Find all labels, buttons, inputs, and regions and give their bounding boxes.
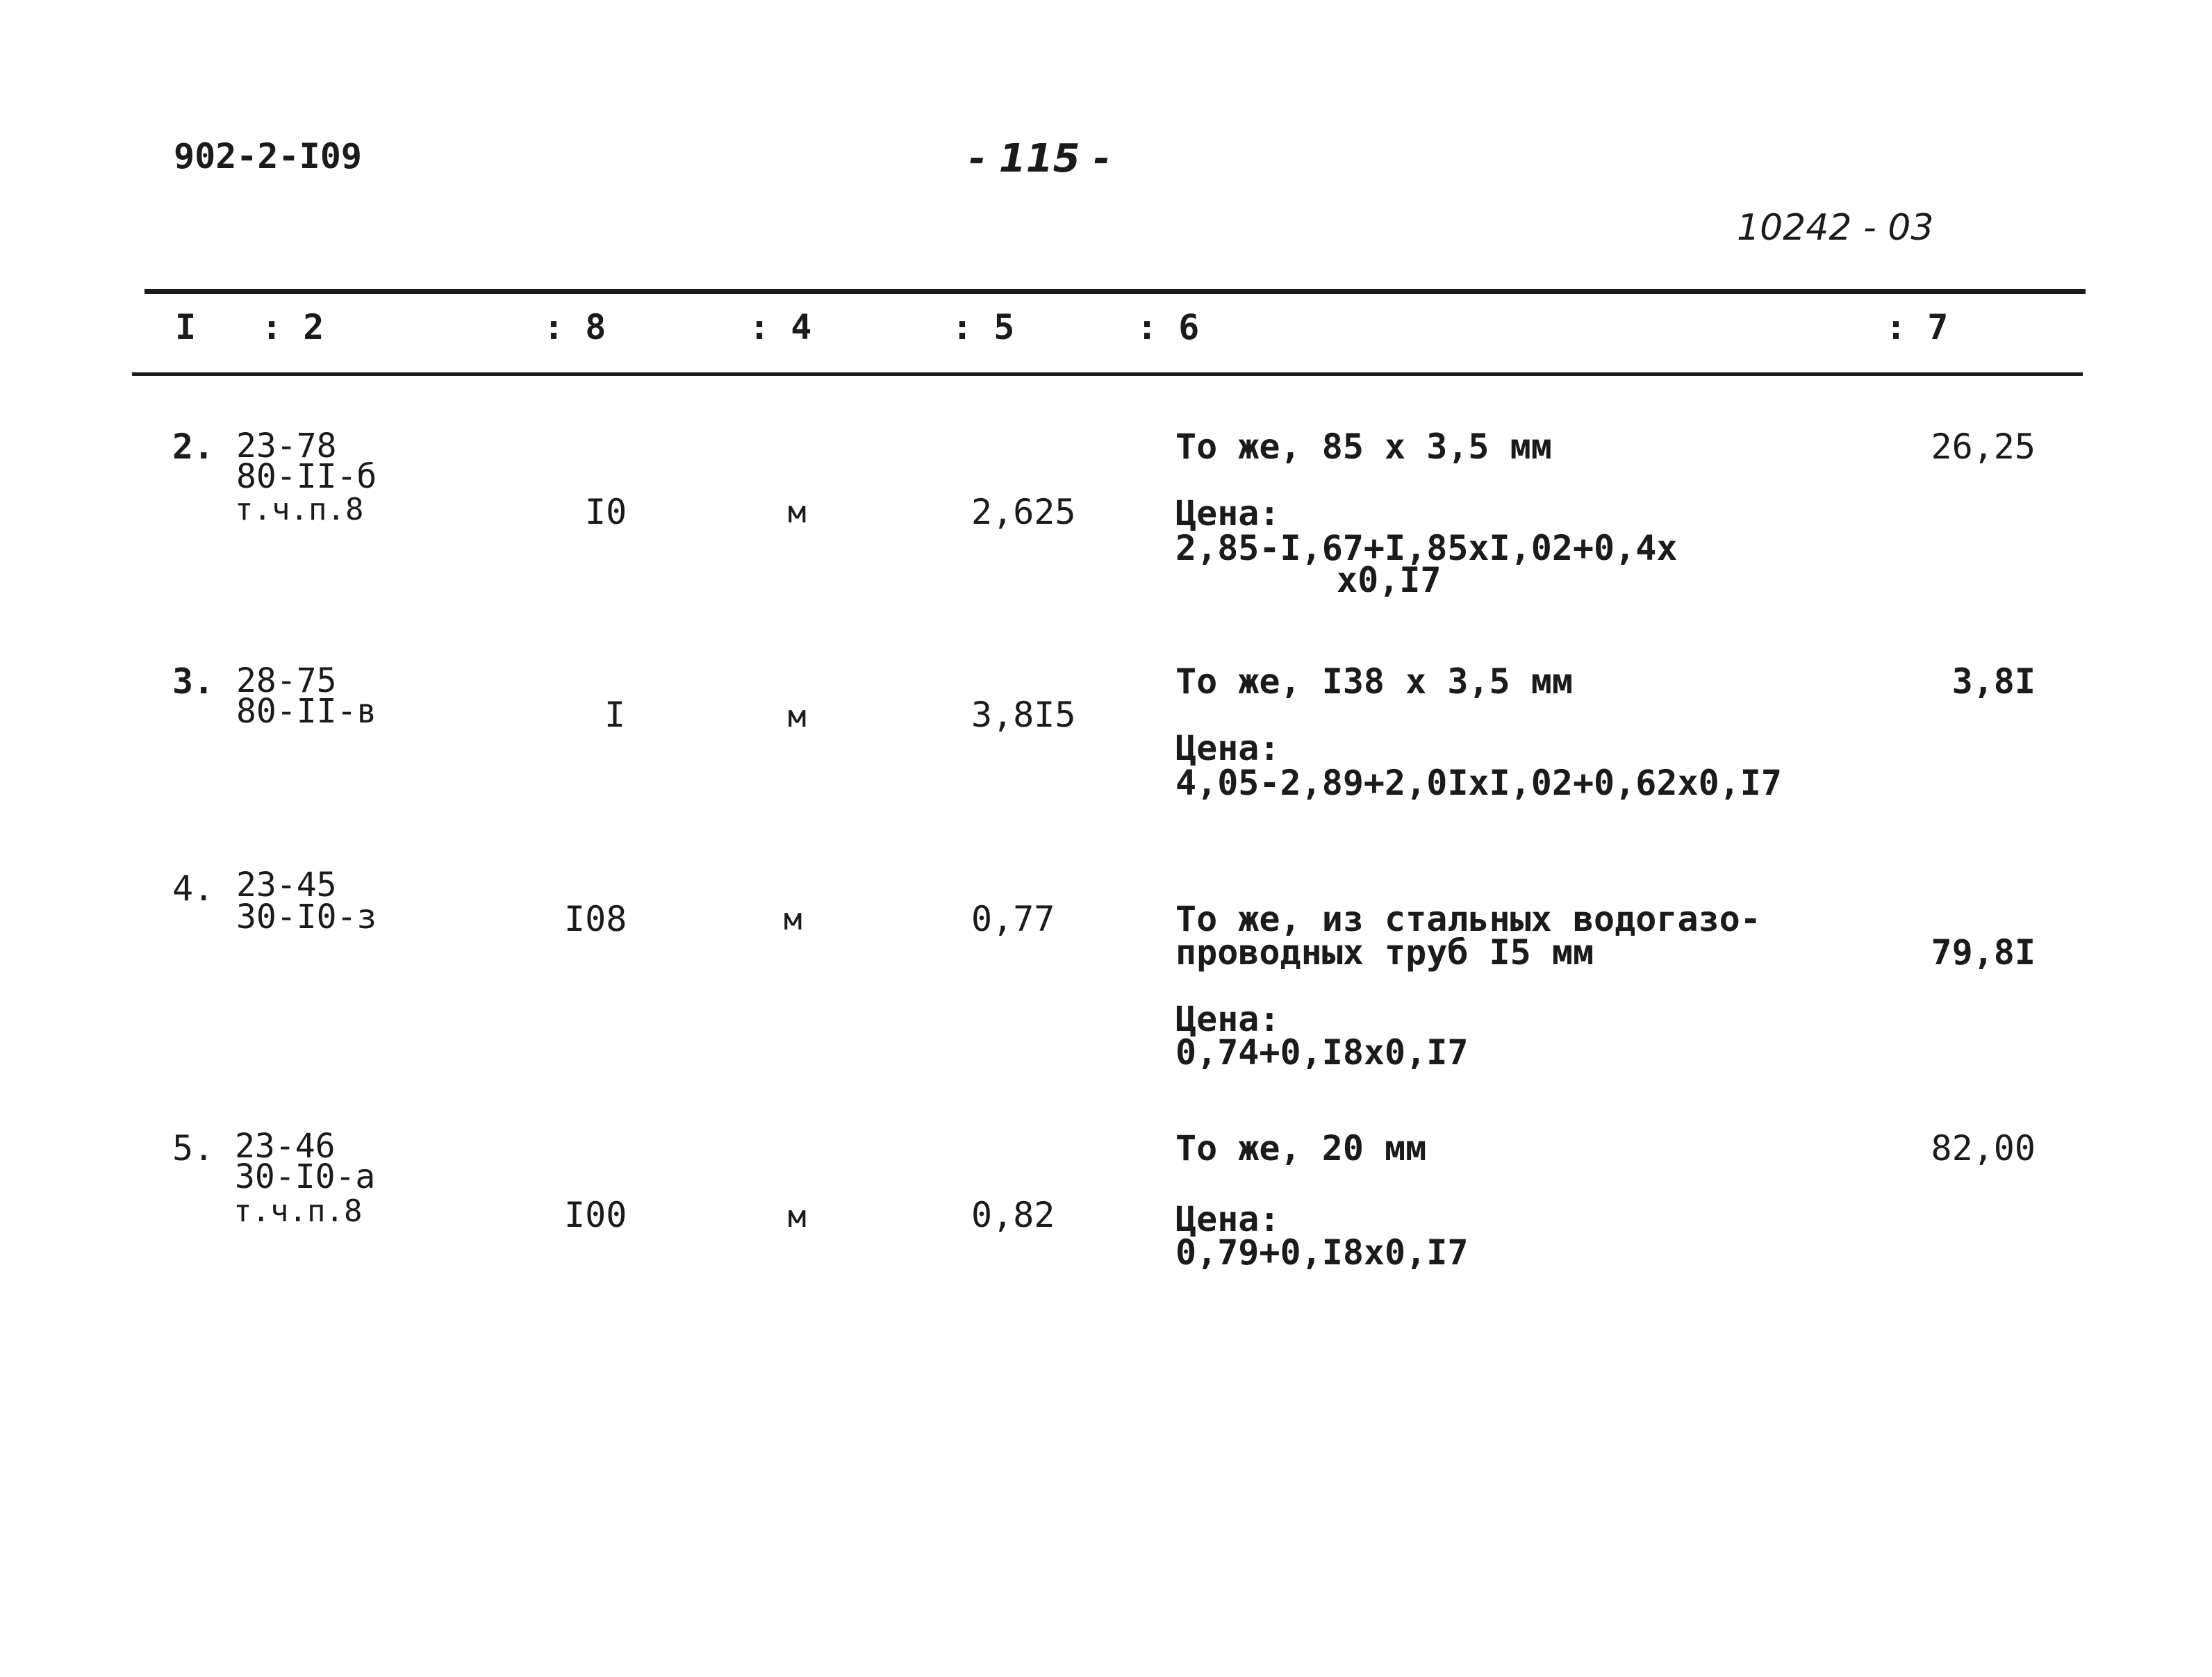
unit: м: [784, 902, 802, 937]
column-header-5: : 5: [952, 307, 1015, 347]
column-header-1: I: [175, 307, 197, 347]
price-formula: 4,05-2,89+2,0IxI,02+0,62x0,I7: [1175, 763, 1782, 803]
code-line: 23-45: [236, 866, 337, 904]
price-label: Цена:: [1175, 493, 1280, 534]
unit: м: [788, 495, 807, 530]
price-formula: x0,I7: [1337, 560, 1442, 600]
unit: м: [788, 1199, 807, 1234]
code-line: 23-46: [235, 1127, 336, 1166]
unit-price: 2,625: [971, 492, 1076, 532]
unit-price: 0,82: [971, 1195, 1055, 1235]
reference-number: 10242 - 03: [1737, 207, 1934, 249]
total: 26,25: [1931, 427, 2036, 467]
price-label: Цена:: [1175, 1199, 1280, 1239]
quantity: I0: [585, 492, 627, 532]
price-formula: 2,85-I,67+I,85xI,02+0,4x: [1175, 528, 1678, 568]
column-header-7: : 7: [1885, 307, 1949, 347]
code-line: 28-75: [236, 661, 337, 700]
code-line: 30-I0-а: [235, 1157, 376, 1196]
row-number: 5.: [172, 1128, 215, 1168]
unit-price: 3,8I5: [971, 695, 1076, 735]
column-header-2: : 2: [261, 307, 324, 347]
total: 82,00: [1931, 1128, 2036, 1168]
page-number: - 115 -: [969, 136, 1110, 181]
quantity: I: [604, 695, 626, 735]
row-number: 4.: [172, 868, 215, 909]
price-formula: 0,74+0,I8x0,I7: [1175, 1032, 1469, 1073]
column-header-6: : 6: [1137, 307, 1200, 347]
description: То же, из стальных водогазо-: [1175, 899, 1761, 939]
row-number: 3.: [172, 661, 215, 702]
total: 3,8I: [1951, 661, 2036, 702]
code-line: т.ч.п.8: [233, 1193, 363, 1229]
price-label: Цена:: [1175, 999, 1280, 1039]
total: 79,8I: [1931, 932, 2036, 973]
code-line: 23-78: [236, 427, 337, 465]
unit: м: [788, 699, 807, 734]
description: проводных труб I5 мм: [1175, 932, 1594, 973]
table-top-rule: [145, 289, 2086, 294]
description: То же, 20 мм: [1175, 1128, 1427, 1168]
code-line: 30-I0-з: [236, 898, 377, 936]
quantity: I00: [564, 1195, 627, 1235]
row-number: 2.: [172, 427, 215, 467]
price-formula: 0,79+0,I8x0,I7: [1175, 1232, 1469, 1273]
document-code: 902-2-I09: [174, 136, 362, 176]
quantity: I08: [564, 899, 627, 939]
code-line: 80-II-б: [236, 457, 377, 496]
description: То же, I38 х 3,5 мм: [1175, 661, 1573, 702]
table-header-rule: [132, 372, 2083, 376]
code-line: 80-II-в: [236, 692, 377, 731]
unit-price: 0,77: [971, 899, 1055, 939]
description: То же, 85 х 3,5 мм: [1175, 427, 1552, 467]
code-line: т.ч.п.8: [235, 492, 364, 527]
column-header-4: : 4: [749, 307, 812, 347]
column-header-3: : 8: [543, 307, 606, 347]
price-label: Цена:: [1175, 728, 1280, 768]
